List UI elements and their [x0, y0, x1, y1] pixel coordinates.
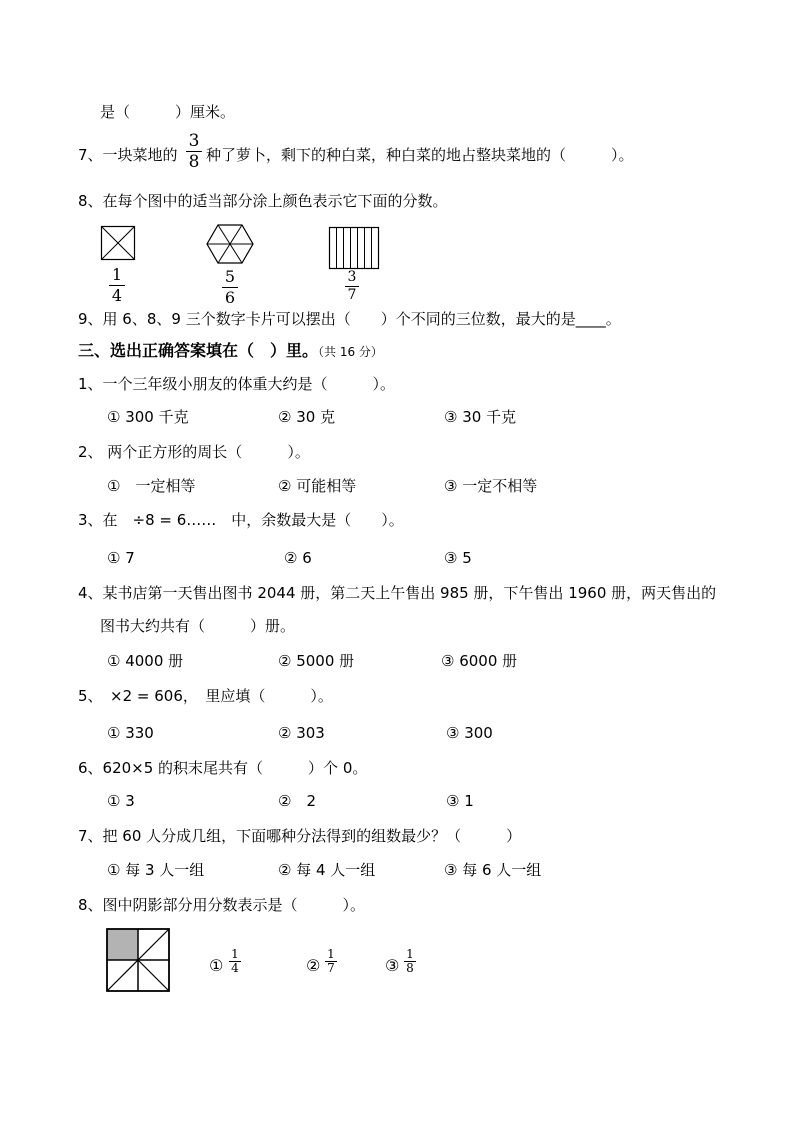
fraction-numerator: 1: [231, 947, 239, 961]
q3-option-1[interactable]: ① 7: [107, 549, 135, 567]
q7-option-2[interactable]: ② 每 4 人一组: [278, 861, 376, 879]
q6-option-1[interactable]: ① 3: [107, 792, 135, 810]
shaded-square-figure: [106, 928, 170, 992]
q2-option-3[interactable]: ③ 一定不相等: [444, 477, 538, 495]
q8-option-2-fraction: [325, 948, 337, 975]
q4-option-2[interactable]: ② 5000 册: [278, 652, 355, 670]
q2-option-2[interactable]: ② 可能相等: [278, 477, 357, 495]
q3-option-3[interactable]: ③ 5: [444, 549, 472, 567]
hexagon-shape[interactable]: [206, 224, 254, 264]
q8-option-1-marker[interactable]: ①: [209, 956, 224, 975]
question-8: 8、图中阴影部分用分数表示是（ ）。: [78, 896, 366, 914]
shape3-fraction: [345, 270, 359, 303]
q1-option-2[interactable]: ② 30 克: [278, 408, 336, 426]
question-7: 7、把 60 人分成几组，下面哪种分法得到的组数最少？（ ）: [78, 827, 522, 845]
striped-rectangle-shape[interactable]: [329, 227, 379, 269]
section-title-text: 三、选出正确答案填在（ ）里。: [78, 341, 319, 360]
section-title: [78, 341, 383, 362]
question-3: 3、在 ÷8 = 6…… 中，余数最大是（ ）。: [78, 511, 404, 529]
q1-option-1[interactable]: ① 300 千克: [107, 408, 189, 426]
q6-option-3[interactable]: ③ 1: [446, 792, 474, 810]
fraction-denominator: 6: [224, 288, 236, 307]
q6-continuation: 是（ ）厘米。: [100, 103, 236, 121]
q3-option-2[interactable]: ② 6: [284, 549, 312, 567]
fraction-numerator: 3: [347, 269, 357, 285]
q8-top: 8、在每个图中的适当部分涂上颜色表示它下面的分数。: [78, 192, 448, 210]
q7-option-1[interactable]: ① 每 3 人一组: [107, 861, 205, 879]
fraction-denominator: 4: [111, 286, 123, 305]
question-4: 4、某书店第一天售出图书 2044 册，第二天上午售出 985 册，下午售出 1960 册，两天售出的: [78, 584, 717, 602]
square-x-shape[interactable]: [101, 226, 135, 260]
q7-option-3[interactable]: ③ 每 6 人一组: [444, 861, 542, 879]
fraction-denominator: 4: [231, 961, 239, 975]
section-score: （共 16 分）: [318, 345, 383, 359]
q7-suffix: 种了萝卜，剩下的种白菜，种白菜的地占整块菜地的（ ）。: [206, 146, 634, 164]
question-6: 6、620×5 的积末尾共有（ ）个 0。: [78, 759, 368, 777]
q8-option-2-marker[interactable]: ②: [306, 956, 321, 975]
q7-fraction-numerator: 3: [188, 131, 200, 151]
question-1: 1、一个三年级小朋友的体重大约是（ ）。: [78, 375, 396, 393]
fraction-numerator: 1: [327, 947, 335, 961]
shape2-fraction: [222, 268, 238, 307]
shape1-fraction: [109, 266, 125, 305]
q4-option-3[interactable]: ③ 6000 册: [441, 652, 518, 670]
fraction-denominator: 7: [347, 287, 357, 303]
q7-prefix: 7、一块菜地的: [78, 146, 178, 164]
q4-option-1[interactable]: ① 4000 册: [107, 652, 184, 670]
q7-fraction: [186, 132, 202, 171]
fraction-numerator: 5: [224, 267, 236, 286]
q7-fraction-denominator: 8: [188, 152, 200, 172]
q8-option-1-fraction: [229, 948, 241, 975]
fraction-numerator: 1: [111, 265, 123, 284]
fraction-denominator: 7: [327, 961, 335, 975]
q5-option-2[interactable]: ② 303: [278, 724, 325, 742]
q8-option-3-fraction: [404, 948, 416, 975]
q1-option-3[interactable]: ③ 30 千克: [444, 408, 517, 426]
fraction-denominator: 8: [406, 961, 414, 975]
question-4-line2: 图书大约共有（ ）册。: [100, 617, 296, 635]
question-5: 5、 ×2 = 606， 里应填（ ）。: [78, 687, 333, 705]
fraction-numerator: 1: [406, 947, 414, 961]
q2-option-1[interactable]: ① 一定相等: [107, 477, 196, 495]
q5-option-1[interactable]: ① 330: [107, 724, 154, 742]
q6-option-2[interactable]: ② 2: [278, 792, 316, 810]
q5-option-3[interactable]: ③ 300: [446, 724, 493, 742]
q9-top: 9、用 6、8、9 三个数字卡片可以摆出（ ）个不同的三位数，最大的是____。: [78, 310, 621, 328]
q8-option-3-marker[interactable]: ③: [385, 956, 400, 975]
question-2: 2、 两个正方形的周长（ ）。: [78, 443, 310, 461]
